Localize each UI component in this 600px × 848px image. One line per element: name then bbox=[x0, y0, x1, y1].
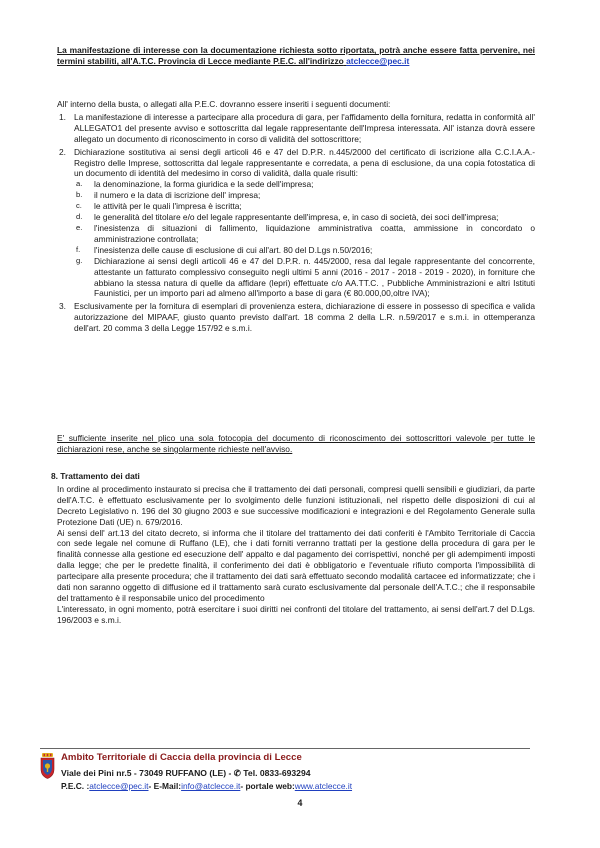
subitem-text: le generalità del titolare e/o del legale rappresentante dell'impresa, e, in caso di società, dei soci dell'impresa; bbox=[94, 212, 499, 223]
subitem bbox=[74, 256, 535, 300]
subitem-text: la denominazione, la forma giuridica e la sede dell'impresa; bbox=[94, 179, 314, 190]
documents-item bbox=[57, 112, 535, 145]
intro-notice bbox=[57, 45, 535, 67]
footer-organization: Ambito Territoriale di Caccia della provincia di Lecce bbox=[61, 752, 302, 763]
subitem-letter: b. bbox=[76, 190, 83, 200]
item-text: La manifestazione di interesse a partecipare alla procedura di gara, per l'affidamento della fornitura, redatta in conformità all' ALLEGATO1 del presente avviso e sottoscritta dal legale rappresentante dell'Impresa interessata. All' istanza dovrà essere allegato un documento di riconoscimento in corso di validità del sottoscrittore; bbox=[74, 111, 535, 144]
web-label: - portale web: bbox=[240, 781, 295, 791]
footer-address: Viale dei Pini nr.5 - 73049 RUFFANO (LE) - ✆ Tel. 0833-693294 bbox=[61, 768, 311, 778]
item-number: 1. bbox=[59, 111, 66, 122]
pec-label: P.E.C. : bbox=[61, 781, 90, 791]
subitem-letter: a. bbox=[76, 179, 83, 189]
email-label: - E-Mail: bbox=[148, 781, 182, 791]
documents-item bbox=[57, 301, 535, 334]
item-number: 2. bbox=[59, 146, 66, 157]
subitem-text: Dichiarazione ai sensi degli articoli 46 e 47 del D.P.R. n. 445/2000, resa dal legale rappresentante del concorrente, attestante un fatturato complessivo conseguito negli ultimi 5 anni (2016 - 2017 - 2018 - 2019 - 2020), in forniture che abbiano la stessa natura di quelle da affidare (lepri) effettuate c/o AA.TT.C. , Pubbliche Amministrazioni e altri Istituti Faunistici, per un importo pari ad almeno all'importo a base di gara (€ 80.000,00,oltre IVA); bbox=[94, 255, 535, 299]
footer-email-link[interactable]: info@atclecce.it bbox=[181, 781, 241, 791]
documents-item bbox=[57, 147, 535, 300]
requirements-sublist bbox=[74, 179, 535, 299]
footer-web-link[interactable]: www.atclecce.it bbox=[294, 781, 353, 791]
paragraph: L'interessato, in ogni momento, potrà esercitare i suoi diritti nei confronti del titolare del trattamento, ai sensi dell'art.7 del D.Lgs. 196/2003 e s.m.i. bbox=[57, 603, 535, 625]
subitem-letter: e. bbox=[76, 222, 83, 232]
subitem-letter: f. bbox=[76, 244, 81, 254]
subitem bbox=[74, 179, 535, 190]
paragraph: In ordine al procedimento instaurato si precisa che il trattamento dei dati personali, compresi quelli sensibili e giudiziari, da parte dell'A.T.C. è effettuato esclusivamente per lo svolgimento delle funzioni istituzionali, nel rispetto delle disposizioni di cui al Decreto Legislativo n. 196 del 30 giugno 2003 e sue successive modificazioni e integrazioni e del Regolamento Generale sulla Protezione Dati (UE) n. 679/2016. bbox=[57, 483, 535, 527]
footer-contacts bbox=[61, 781, 352, 792]
subitem-text: le attività per le quali l'impresa è iscritta; bbox=[94, 201, 242, 212]
footer-divider bbox=[40, 748, 530, 749]
subitem-letter: c. bbox=[76, 201, 82, 211]
subitem bbox=[74, 190, 535, 201]
data-treatment-section bbox=[51, 471, 535, 626]
documents-section bbox=[57, 99, 535, 334]
intro-text: La manifestazione di interesse con la documentazione richiesta sotto riportata, potrà anche essere fatta pervenire, nei termini stabiliti, all'A.T.C. Provincia di Lecce mediante P.E.C. all'indirizzo bbox=[57, 45, 535, 66]
subitem-text: l'inesistenza di situazioni di fallimento, liquidazione amministrativa coatta, ammissione in concordato o amministrazione controllata; bbox=[94, 222, 535, 244]
photocopy-note: E' sufficiente inserite nel plico una sola fotocopia del documento di riconoscimento dei sottoscrittori valevole per tutte le dichiarazioni rese, anche se singolarmente richieste nell'avviso. bbox=[57, 433, 535, 454]
section-title: 8. Trattamento dei dati bbox=[51, 471, 140, 481]
subitem-letter: g. bbox=[76, 255, 83, 265]
subitem bbox=[74, 212, 535, 223]
subitem-text: l'inesistenza delle cause di esclusione di cui all'art. 80 del D.Lgs n.50/2016; bbox=[94, 244, 373, 255]
subitem-text: il numero e la data di iscrizione dell' impresa; bbox=[94, 190, 261, 201]
subitem bbox=[74, 201, 535, 212]
footer-pec-link[interactable]: atclecce@pec.it bbox=[89, 781, 149, 791]
coat-of-arms-icon bbox=[40, 753, 55, 779]
intro-pec-link[interactable]: atclecce@pec.it bbox=[346, 55, 410, 66]
paragraph: Ai sensi dell' art.13 del citato decreto, si informa che il titolare del trattamento dei dati conferiti è l'Ambito Territoriale di Caccia con sede legale nel comune di Ruffano (LE), che i dati forniti verranno trattati per la gestione della procedura di gara per le finalità connesse alla gestione ed esecuzione dell' appalto e dal pagamento dei corrispettivi, nonché per gli adempimenti imposti dalla legge; che per le predette finalità, il conferimento dei dati è obbligatorio e l'eventuale rifiuto comporta l'impossibilità di partecipare alla presente procedura; che il trattamento dei dati sarà effettuato secondo modalità cartacee ed informatizzate; che i dati non saranno oggetto di diffusione ed il trattamento sarà curato esclusivamente dal personale dell'A.T.C.; che il responsabile del trattamento è il responsabile unico del procedimento bbox=[57, 527, 535, 603]
documents-list bbox=[57, 112, 535, 334]
item-text: Esclusivamente per la fornitura di esemplari di provenienza estera, dichiarazione di essere in possesso di specifica e valida autorizzazione del MIPAAF, giusto quanto previsto dall'art. 18 comma 2 della L.R. n.59/2017 e s.m.i. in ottemperanza dell'art. 20 comma 3 della Legge 157/92 e s.m.i. bbox=[74, 301, 535, 334]
subitem bbox=[74, 245, 535, 256]
item-text: Dichiarazione sostitutiva ai sensi degli articoli 46 e 47 del D.P.R. n.445/2000 del certificato di iscrizione alla C.C.I.A.A.- Registro delle Imprese, sottoscritta dal legale rappresentante e corredata, a pena di esclusione, da una copia fotostatica di un documento di identità del medesimo in corso di validità, dalla quale risulti: bbox=[74, 146, 535, 179]
item-number: 3. bbox=[59, 301, 66, 312]
subitem bbox=[74, 223, 535, 245]
subitem-letter: d. bbox=[76, 212, 83, 222]
page-number: 4 bbox=[297, 798, 303, 808]
documents-lead: All' interno della busta, o allegati alla P.E.C. dovranno essere inseriti i seguenti documenti: bbox=[57, 99, 391, 109]
